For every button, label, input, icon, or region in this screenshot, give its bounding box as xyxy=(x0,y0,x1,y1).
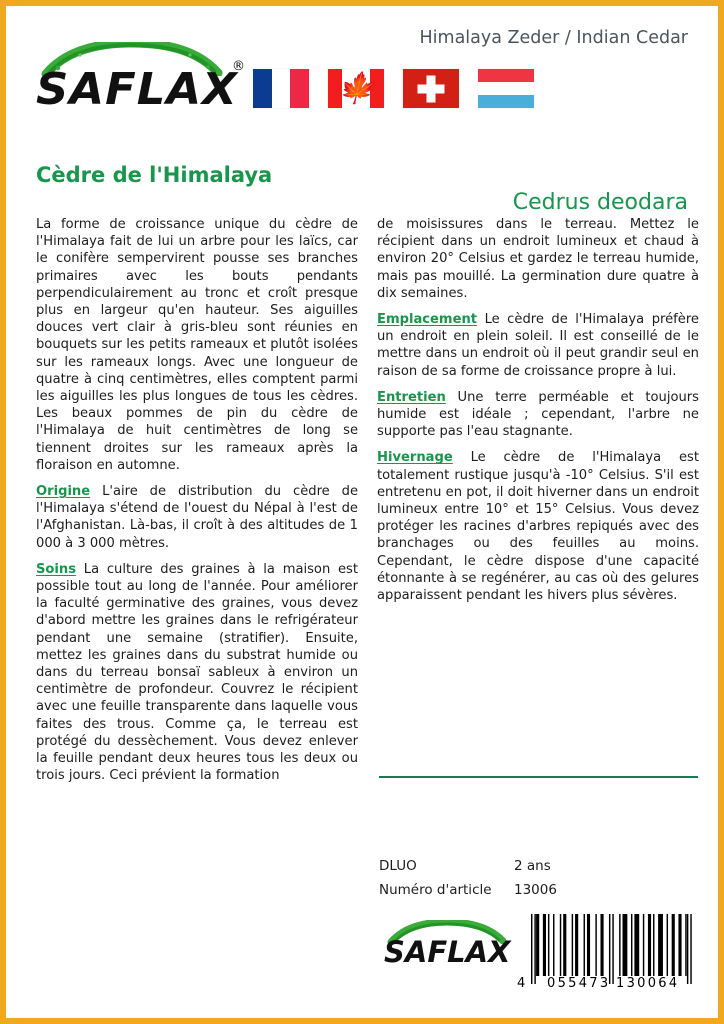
registered-trademark-icon: ® xyxy=(232,59,245,74)
barcode-digit-group-1: 4 xyxy=(517,976,526,991)
dluo-row xyxy=(379,858,699,874)
section-heading: Emplacement xyxy=(377,312,478,328)
paragraph-text: La culture des graines à la maison est possible tout au long de l'année. Pour améliorer la faculté germinative des graines, vous devez d'abord mettre les graines dans le refrigérateur pendant une semaine (stratifier). Ensuite, mettez les graines dans du substrat humide ou dans du terreau bonsaï sableux à environ un centimètre de profondeur. Couvrez le récipient avec une feuille transparente dans laquelle vous faites des trous. Comme ça, le terreau est protégé du dessèchement. Vous devez enlever la feuille pendant deux heures tous les deux ou trois jours. Ceci prévient la formation xyxy=(36,561,358,784)
section-heading: Entretien xyxy=(377,389,446,405)
paragraph-text: La forme de croissance unique du cèdre de l'Himalaya fait de lui un arbre pour les laïcs, car le conifère sempervirent pousse ses branches primaires avec les bouts pendants perpendiculairement au tronc et croît presque plus en largeur qu'en hauteur. Ses aiguilles douces vert clair à gris-bleu sont réunies en bouquets sur les petits rameaux et plutôt isolées sur les rameaux longs. Avec une longueur de quatre à cinq centimètres, elles comptent parmi les aiguilles les plus longues de tous les cèdres. Les beaux pommes de pin du cèdre de l'Himalaya de huit centimètres de long se tiennent droites sur les rameaux après la floraison en automne. xyxy=(36,217,358,473)
canada-flag xyxy=(328,69,384,108)
footer-saflax-wordmark: SAFLAX xyxy=(384,935,511,969)
dluo-value: 2 ans xyxy=(514,858,551,874)
barcode-digit-group-3: 130064 xyxy=(616,976,680,991)
green-divider xyxy=(379,776,698,778)
article-number-label: Numéro d'article xyxy=(379,882,492,898)
paragraph-soins xyxy=(36,561,358,785)
paragraph-text: de moisissures dans le terreau. Mettez le récipient dans un endroit lumineux et chaud à environ 20° Celsius et gardez le terreau humide, mais pas mouillé. La germination dure quatre à dix semaines. xyxy=(377,217,699,301)
packet-inner xyxy=(6,6,718,1018)
footer-saflax-logo xyxy=(384,920,524,978)
paragraph-text: Le cèdre de l'Himalaya préfère un endroit en plein soleil. Il est conseillé de le mettre dans un endroit où il peut grandir seul en raison de sa forme de croissance propre à lui. xyxy=(377,312,699,379)
footer xyxy=(379,858,699,1018)
header xyxy=(32,6,692,124)
paragraph-hivernage xyxy=(377,449,699,604)
dluo-label: DLUO xyxy=(379,858,417,874)
luxembourg-flag xyxy=(478,69,534,108)
paragraph-text: Le cèdre de l'Himalaya est totalement rustique jusqu'à -10° Celsius. S'il est entretenu en pot, il doit hiverner dans un endroit lumineux entre 10° et 15° Celsius. Vous devez protéger les racines d'arbres repiqués avec des branchages ou des feuilles au moins. Cependant, le cèdre dispose d'une capacité étonnante à se regénérer, au cas où des gelures apparaissent pendant les hivers plus sévères. xyxy=(377,450,699,604)
right-text-column xyxy=(377,216,699,785)
barcode-digit-group-2: 055473 xyxy=(547,976,611,991)
header-title: Himalaya Zeder / Indian Cedar xyxy=(419,28,688,48)
section-heading: Soins xyxy=(36,561,77,577)
switzerland-flag xyxy=(403,69,459,108)
paragraph-entretien xyxy=(377,389,699,441)
product-meta xyxy=(379,858,699,906)
saflax-logo xyxy=(36,42,251,116)
left-text-column xyxy=(36,216,358,785)
section-heading: Origine xyxy=(36,484,91,500)
body-columns xyxy=(36,216,700,785)
ean13-barcode xyxy=(519,914,694,992)
common-name-title: Cèdre de l'Himalaya xyxy=(36,163,273,187)
paragraph-emplacement xyxy=(377,311,699,380)
paragraph-intro xyxy=(377,216,699,302)
botanical-name-title: Cedrus deodara xyxy=(512,190,688,215)
article-number-row xyxy=(379,882,699,898)
maple-leaf-icon: 🍁 xyxy=(337,71,375,105)
paragraph-origine xyxy=(36,483,358,552)
paragraph-text: L'aire de distribution du cèdre de l'Himalaya s'étend de l'ouest du Népal à l'est de l'Afghanistan. Là-bas, il croît à des altitudes de 1 000 à 3 000 mètres. xyxy=(36,484,358,551)
saflax-wordmark: SAFLAX xyxy=(36,64,238,115)
section-heading: Hivernage xyxy=(377,450,453,466)
flag-row xyxy=(253,69,534,108)
article-number-value: 13006 xyxy=(514,882,557,898)
paragraph-text: Une terre perméable et toujours humide est idéale ; cependant, l'arbre ne supporte pas l'eau stagnante. xyxy=(377,389,699,440)
france-flag xyxy=(253,69,309,108)
paragraph-intro xyxy=(36,216,358,474)
